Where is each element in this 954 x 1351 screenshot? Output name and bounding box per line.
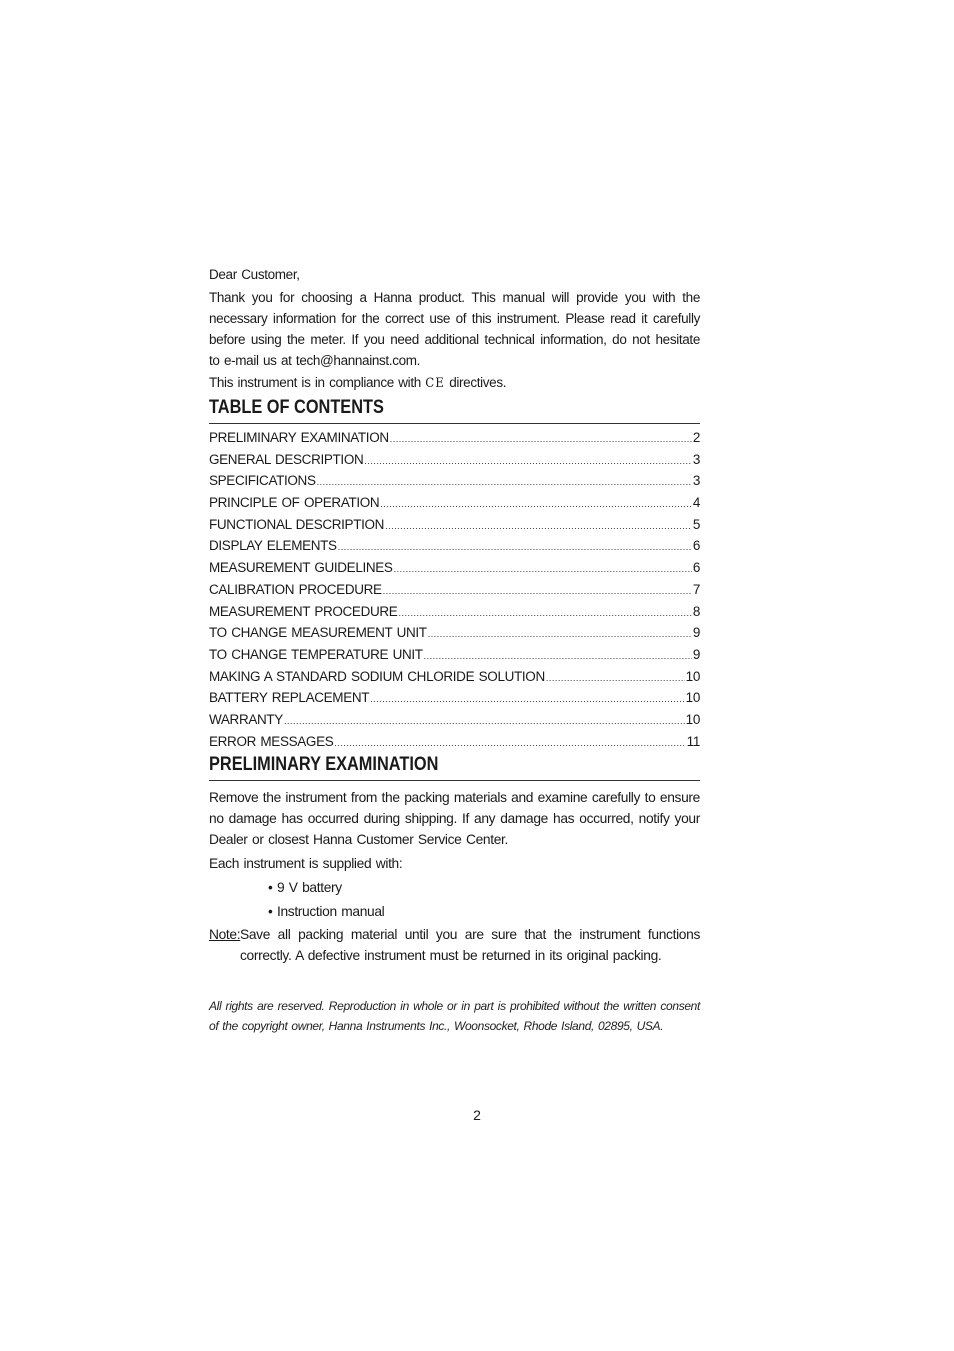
toc-entry xyxy=(209,687,700,709)
toc-entry-page: 10 xyxy=(685,711,700,727)
toc-entry xyxy=(209,557,700,579)
table-of-contents xyxy=(209,427,700,752)
toc-entry xyxy=(209,731,700,753)
toc-entry-title: ERROR MESSAGES xyxy=(209,733,334,749)
copyright-notice: All rights are reserved. Reproduction in whole or in part is prohibited without the written consent of the copyright owner, Hanna Instruments Inc., Woonsocket, Rhode Island, 02895, USA. xyxy=(209,999,700,1034)
supplied-intro: Each instrument is supplied with: xyxy=(209,856,403,872)
list-item: • Instruction manual xyxy=(268,904,385,920)
toc-entry-page: 9 xyxy=(692,625,700,641)
toc-entry xyxy=(209,622,700,644)
toc-entry xyxy=(209,601,700,623)
toc-entry-page: 8 xyxy=(692,603,700,619)
note-label: Note: xyxy=(209,927,241,943)
toc-leader-dots xyxy=(398,603,691,623)
toc-entry-title: WARRANTY xyxy=(209,711,283,727)
toc-entry-page: 11 xyxy=(686,733,700,749)
toc-leader-dots xyxy=(428,624,692,644)
page-number: 2 xyxy=(473,1107,481,1123)
toc-leader-dots xyxy=(394,559,692,579)
toc-entry-page: 10 xyxy=(685,668,700,684)
compliance-prefix: This instrument is in compliance with xyxy=(209,375,421,390)
toc-leader-dots xyxy=(385,516,692,536)
compliance-suffix: directives. xyxy=(449,375,507,390)
preliminary-paragraph: Remove the instrument from the packing materials and examine carefully to ensure no damage has occurred during shipping. If any damage has occurred, notify your Dealer or closest Hanna Customer Service Center. xyxy=(209,790,700,848)
toc-entry-title: CALIBRATION PROCEDURE xyxy=(209,581,382,597)
toc-entry-page: 6 xyxy=(692,560,700,576)
toc-leader-dots xyxy=(317,472,692,492)
preliminary-heading-text: PRELIMINARY EXAMINATION xyxy=(209,754,439,776)
toc-leader-dots xyxy=(380,494,692,514)
toc-entry-title: DISPLAY ELEMENTS xyxy=(209,538,337,554)
toc-leader-dots xyxy=(284,711,685,731)
compliance-line xyxy=(209,372,700,395)
toc-leader-dots xyxy=(424,646,692,666)
toc-entry xyxy=(209,644,700,666)
toc-entry-page: 2 xyxy=(692,430,700,445)
toc-entry-title: MAKING A STANDARD SODIUM CHLORIDE SOLUTION xyxy=(209,668,545,684)
toc-leader-dots xyxy=(390,429,692,449)
toc-entry-title: MEASUREMENT GUIDELINES xyxy=(209,560,393,576)
supplied-list xyxy=(209,876,700,924)
toc-entry xyxy=(209,492,700,514)
toc-entry-title: PRINCIPLE OF OPERATION xyxy=(209,495,380,511)
toc-entry-title: PRELIMINARY EXAMINATION xyxy=(209,430,389,445)
toc-entry-page: 9 xyxy=(692,646,700,662)
toc-entry-page: 4 xyxy=(692,495,700,511)
toc-entry-page: 3 xyxy=(692,451,700,467)
toc-entry xyxy=(209,449,700,471)
note-text: Save all packing material until you are sure that the instrument functions correctly. A defective instrument must be returned in its original packing. xyxy=(240,927,700,964)
toc-leader-dots xyxy=(364,451,691,471)
toc-entry xyxy=(209,535,700,557)
ce-mark-icon: CE xyxy=(425,376,445,391)
toc-heading xyxy=(209,395,700,424)
intro-paragraph: Thank you for choosing a Hanna product. This manual will provide you with the necessary information for the correct use of this instrument. Please read it carefully before using the meter. If you need additional technical information, do not hesitate to e-mail us at tech@hannainst.com. xyxy=(209,290,700,368)
toc-entry xyxy=(209,427,700,449)
manual-page xyxy=(209,264,700,1048)
toc-entry-title: MEASUREMENT PROCEDURE xyxy=(209,603,398,619)
toc-leader-dots xyxy=(338,537,692,557)
toc-entry xyxy=(209,666,700,688)
toc-leader-dots xyxy=(383,581,692,601)
toc-leader-dots xyxy=(334,733,685,753)
toc-entry-title: SPECIFICATIONS xyxy=(209,473,316,489)
toc-entry-title: FUNCTIONAL DESCRIPTION xyxy=(209,516,385,532)
preliminary-body xyxy=(209,787,700,966)
toc-entry xyxy=(209,709,700,731)
toc-entry-title: TO CHANGE MEASUREMENT UNIT xyxy=(209,625,427,641)
letter-greeting: Dear Customer, xyxy=(209,267,300,282)
toc-heading-text: TABLE OF CONTENTS xyxy=(209,397,384,418)
toc-entry-page: 3 xyxy=(692,473,700,489)
note-block xyxy=(209,924,700,966)
toc-entry-page: 7 xyxy=(692,581,700,597)
toc-leader-dots xyxy=(546,668,685,688)
toc-entry-title: TO CHANGE TEMPERATURE UNIT xyxy=(209,646,423,662)
toc-entry xyxy=(209,470,700,492)
preliminary-heading xyxy=(209,752,700,781)
toc-entry xyxy=(209,579,700,601)
toc-entry-title: GENERAL DESCRIPTION xyxy=(209,451,364,467)
toc-leader-dots xyxy=(370,689,685,709)
toc-entry-page: 5 xyxy=(692,516,700,532)
toc-entry-page: 6 xyxy=(692,538,700,554)
toc-entry-title: BATTERY REPLACEMENT xyxy=(209,690,370,706)
toc-entry-page: 10 xyxy=(685,690,700,706)
list-item: • 9 V battery xyxy=(268,880,342,896)
toc-entry xyxy=(209,514,700,536)
